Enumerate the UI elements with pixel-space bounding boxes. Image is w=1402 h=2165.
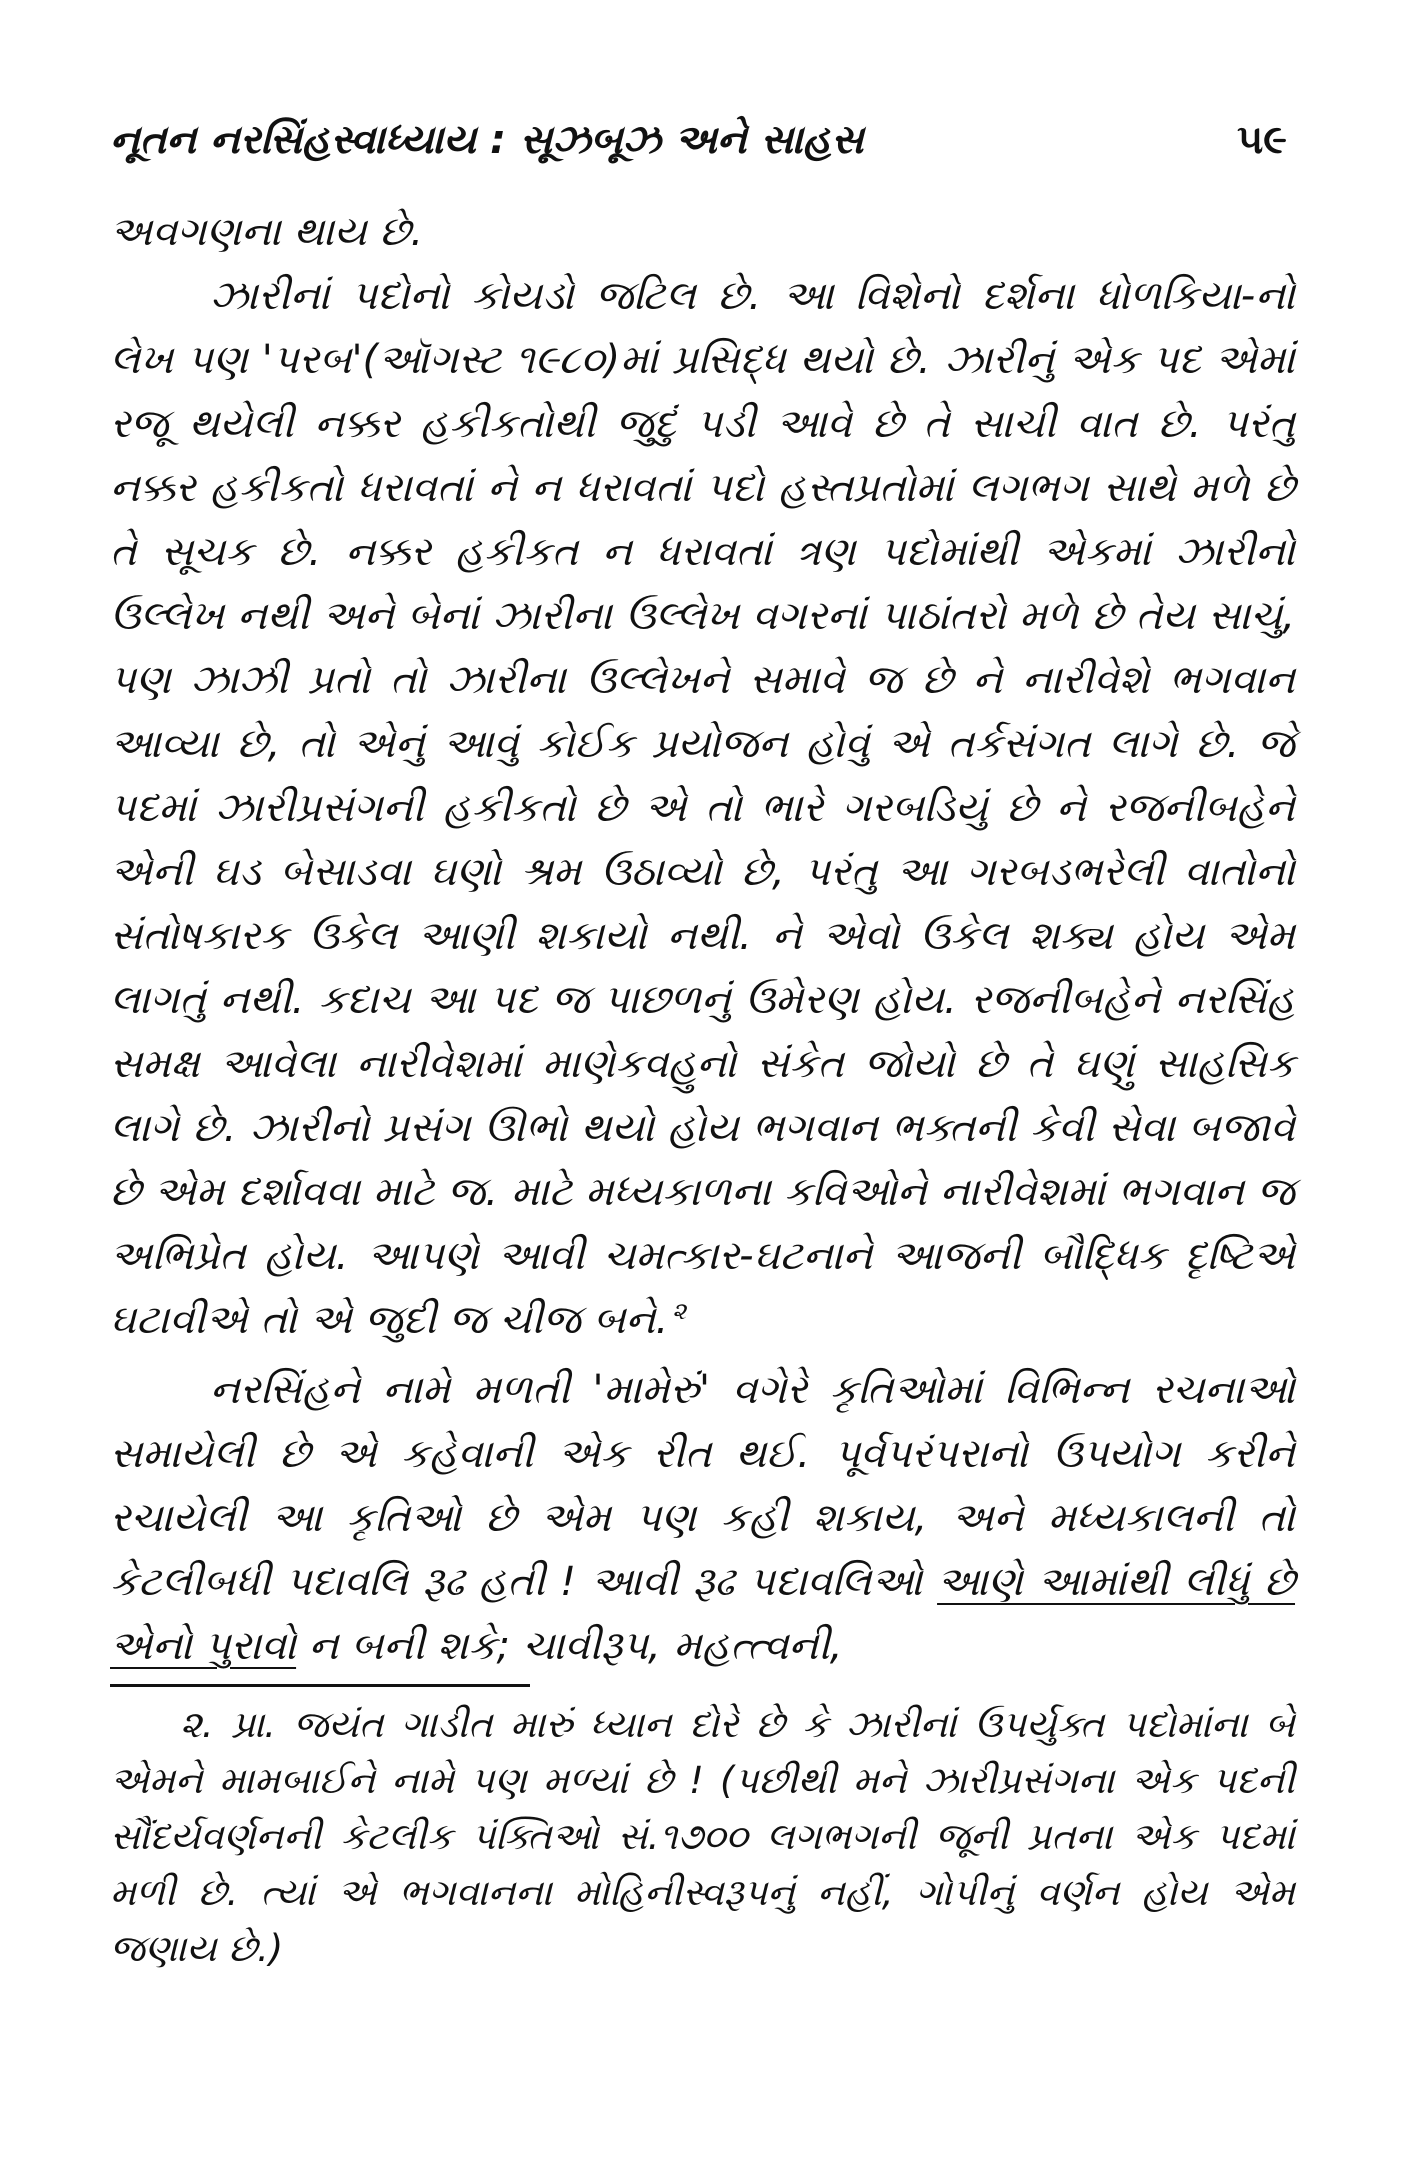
paragraph-mameru [110,1358,1295,1678]
paragraph-jhari-text: ઝારીનાં પદોનો કોયડો જટિલ છે. આ વિશેનો દર્શના ધોળકિયા-નો લેખ પણ 'પરબ'(ઑગસ્ટ ૧૯૮૦)માં પ્રસિદ્ધ થયો છે. ઝારીનું એક પદ એમાં રજૂ થયેલી નક્કર હકીકતોથી જુદું પડી આવે છે તે સાચી વાત છે. પરંતુ નક્કર હકીકતો ધરાવતાં ને ન ધરાવતાં પદો હસ્તપ્રતોમાં લગભગ સાથે મળે છે તે સૂચક છે. નક્કર હકીકત ન ધરાવતાં ત્રણ પદોમાંથી એકમાં ઝારીનો ઉલ્લેખ નથી અને બેનાં ઝારીના ઉલ્લેખ વગરનાં પાઠાંતરો મળે છે તેય સાચું, પણ ઝાઝી પ્રતો તો ઝારીના ઉલ્લેખને સમાવે જ છે ને નારીવેશે ભગવાન આવ્યા છે, તો એનું આવું કોઈક પ્રયોજન હોવું એ તર્કસંગત લાગે છે. જે પદમાં ઝારીપ્રસંગની હકીકતો છે એ તો ભારે ગરબડિયું છે ને રજનીબહેને એની ઘડ બેસાડવા ઘણો શ્રમ ઉઠાવ્યો છે, પરંતુ આ ગરબડભરેલી વાતોનો સંતોષકારક ઉકેલ આણી શકાયો નથી. ને એવો ઉકેલ શક્ય હોય એમ લાગતું નથી. કદાચ આ પદ જ પાછળનું ઉમેરણ હોય. રજનીબહેને નરસિંહ સમક્ષ આવેલા નારીવેશમાં માણેકવહુનો સંકેત જોયો છે તે ઘણું સાહસિક લાગે છે. ઝારીનો પ્રસંગ ઊભો થયો હોય ભગવાન ભક્તની કેવી સેવા બજાવે છે એમ દર્શાવવા માટે જ. માટે મધ્યકાળના કવિઓને નારીવેશમાં ભગવાન જ અભિપ્રેત હોય. આપણે આવી ચમત્કાર-ઘટનાને આજની બૌદ્ધિક દૃષ્ટિએ ઘટાવીએ તો એ જુદી જ ચીજ બને. [110,273,1295,1343]
footnote-divider [110,1684,530,1687]
book-page [110,110,1295,2100]
page-number: ૫૯ [1237,117,1287,163]
body-text [110,200,1295,1678]
paragraph-mameru-text: નરસિંહને નામે મળતી 'મામેરું' વગેરે કૃતિઓમાં વિભિન્ન રચનાઓ સમાયેલી છે એ કહેવાની એક રીત થઈ. પૂર્વપરંપરાનો ઉપયોગ કરીને રચાયેલી આ કૃતિઓ છે એમ પણ કહી શકાય, અને મધ્યકાલની તો કેટલીબધી પદાવલિ રૂઢ હતી ! આવી રૂઢ પદાવલિઓ [110,1367,1295,1605]
paragraph-continuation: અવગણના થાય છે. [110,209,424,255]
running-header [110,110,1295,180]
footnote: ૨. પ્રા. જયંત ગાડીત મારું ધ્યાન દોરે છે કે ઝારીનાં ઉપર્યુક્ત પદોમાંના બે એમને મામબાઈને નામે પણ મળ્યાં છે ! (પછીથી મને ઝારીપ્રસંગના એક પદની સૌંદર્યવર્ણનની કેટલીક પંક્તિઓ સં.૧૭૦૦ લગભગની જૂની પ્રતના એક પદમાં મળી છે. ત્યાં એ ભગવાનના મોહિનીસ્વરૂપનું નહીં, ગોપીનું વર્ણન હોય એમ જણાય છે.) [110,1703,1295,1970]
running-head-title: નૂતન નરસિંહસ્વાધ્યાય : સૂઝબૂઝ અને સાહસ [110,117,864,163]
underlined-phrase: આણે આમાંથી લીધું છે એનો પુરાવો [110,1559,1296,1669]
paragraph-jhari [110,264,1295,1352]
footnote-reference: ૨ [672,1296,687,1325]
paragraph-mameru-end: ન બની શકે; ચાવીરૂપ, મહત્ત્વની, [308,1623,843,1669]
